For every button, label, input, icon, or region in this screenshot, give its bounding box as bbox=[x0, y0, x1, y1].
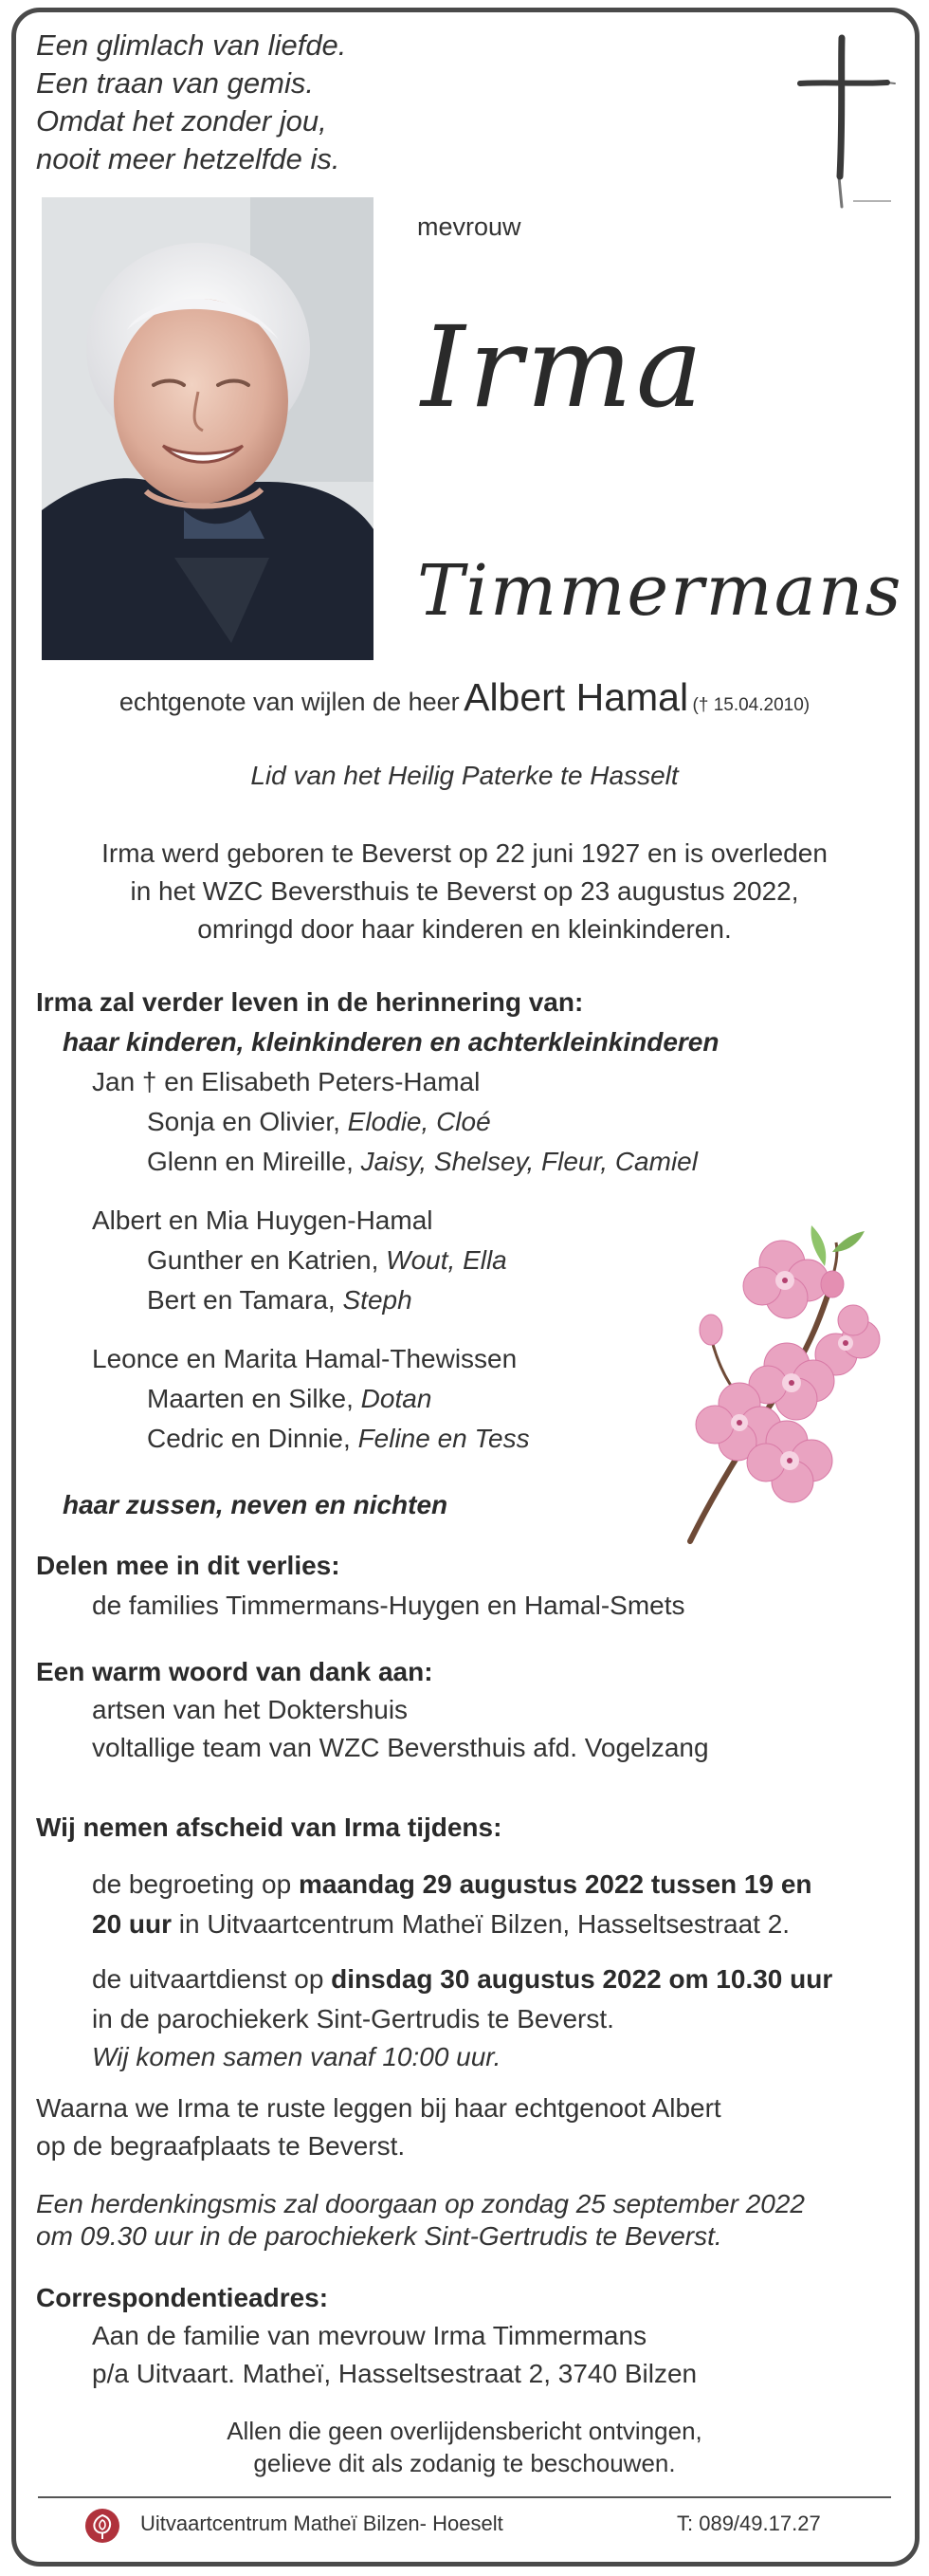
rose-logo-icon bbox=[83, 2507, 121, 2545]
funeral-line-2: in de parochiekerk Sint-Gertrudis te Beverst. bbox=[92, 2004, 614, 2033]
family-subheading: haar kinderen, kleinkinderen en achterkleinkinderen bbox=[63, 1027, 720, 1057]
intro-line: Irma werd geboren te Beverst op 22 juni 1927 en is overleden bbox=[101, 838, 828, 868]
share-loss-text: de families Timmermans-Huygen en Hamal-Smets bbox=[92, 1591, 685, 1620]
family-child: Gunther en Katrien, Wout, Ella bbox=[147, 1245, 507, 1275]
membership: Lid van het Heilig Paterke te Hasselt bbox=[250, 761, 679, 790]
footer-phone: T: 089/49.17.27 bbox=[677, 2512, 821, 2535]
intro-text bbox=[0, 835, 929, 948]
family-child: Bert en Tamara, Steph bbox=[147, 1285, 412, 1315]
family-couple: Leonce en Marita Hamal-Thewissen bbox=[92, 1344, 518, 1373]
first-name-text: Irma bbox=[421, 302, 707, 432]
poem-line: Een traan van gemis. bbox=[36, 66, 314, 100]
correspondence-line: Aan de familie van mevrouw Irma Timmermans bbox=[92, 2321, 647, 2350]
last-name-text: Timmermans bbox=[417, 550, 903, 632]
footer-divider bbox=[38, 2496, 891, 2498]
thanks-line: voltallige team van WZC Beversthuis afd. Vogelzang bbox=[92, 1733, 709, 1762]
poem-line: nooit meer hetzelfde is. bbox=[36, 142, 340, 175]
wake-line-2: 20 uur in Uitvaartcentrum Matheï Bilzen, Hasseltsestraat 2. bbox=[92, 1909, 791, 1939]
poem-line: Een glimlach van liefde. bbox=[36, 28, 347, 62]
correspondence-heading: Correspondentieadres: bbox=[36, 2283, 329, 2312]
cross-icon bbox=[792, 34, 897, 210]
cherry-blossom-illustration bbox=[645, 1214, 882, 1555]
notice-line: Allen die geen overlijdensbericht ontvingen, bbox=[227, 2417, 702, 2445]
memorial-line: Een herdenkingsmis zal doorgaan op zondag 25 september 2022 bbox=[36, 2189, 806, 2218]
family-child: Glenn en Mireille, Jaisy, Shelsey, Fleur, Camiel bbox=[147, 1147, 698, 1176]
first-name-script bbox=[411, 285, 904, 455]
thanks-heading: Een warm woord van dank aan: bbox=[36, 1657, 433, 1686]
family-couple: Albert en Mia Huygen-Hamal bbox=[92, 1205, 433, 1235]
last-name-script bbox=[408, 493, 910, 664]
poem-line: Omdat het zonder jou, bbox=[36, 104, 327, 138]
footer-company: Uitvaartcentrum Matheï Bilzen- Hoeselt bbox=[140, 2512, 503, 2535]
share-loss-heading: Delen mee in dit verlies: bbox=[36, 1551, 340, 1580]
family-child: Maarten en Silke, Dotan bbox=[147, 1384, 432, 1413]
notice-line: gelieve dit als zodanig te beschouwen. bbox=[253, 2449, 676, 2477]
family-couple: Jan † en Elisabeth Peters-Hamal bbox=[92, 1067, 481, 1096]
family-heading: Irma zal verder leven in de herinnering van: bbox=[36, 987, 584, 1017]
siblings-line: haar zussen, neven en nichten bbox=[63, 1490, 448, 1519]
deceased-title: mevrouw bbox=[417, 212, 521, 241]
wake-line-1: de begroeting op maandag 29 augustus 2022 tussen 19 en bbox=[92, 1869, 812, 1899]
family-child: Sonja en Olivier, Elodie, Cloé bbox=[147, 1107, 491, 1136]
intro-line: omringd door haar kinderen en kleinkinderen. bbox=[197, 914, 732, 944]
spouse-prefix: echtgenote van wijlen de heer bbox=[118, 688, 460, 716]
funeral-line-3: Wij komen samen vanaf 10:00 uur. bbox=[92, 2042, 501, 2071]
poem bbox=[36, 27, 346, 178]
family-child: Cedric en Dinnie, Feline en Tess bbox=[147, 1424, 530, 1453]
notice bbox=[0, 2415, 929, 2479]
spouse-death-date: († 15.04.2010) bbox=[692, 695, 811, 715]
burial-line: Waarna we Irma te ruste leggen bij haar echtgenoot Albert bbox=[36, 2093, 721, 2123]
memorial-line: om 09.30 uur in de parochiekerk Sint-Gertrudis te Beverst. bbox=[36, 2221, 722, 2251]
farewell-heading: Wij nemen afscheid van Irma tijdens: bbox=[36, 1812, 502, 1842]
burial-line: op de begraafplaats te Beverst. bbox=[36, 2131, 406, 2161]
intro-line: in het WZC Beversthuis te Beverst op 23 augustus 2022, bbox=[130, 876, 799, 906]
correspondence-line: p/a Uitvaart. Matheï, Hasseltsestraat 2, 3740 Bilzen bbox=[92, 2359, 698, 2388]
spouse-line bbox=[0, 675, 929, 720]
spouse-name: Albert Hamal bbox=[464, 675, 689, 719]
deceased-portrait bbox=[42, 197, 373, 660]
funeral-line-1: de uitvaartdienst op dinsdag 30 augustus 2022 om 10.30 uur bbox=[92, 1964, 833, 1994]
thanks-line: artsen van het Doktershuis bbox=[92, 1695, 409, 1724]
